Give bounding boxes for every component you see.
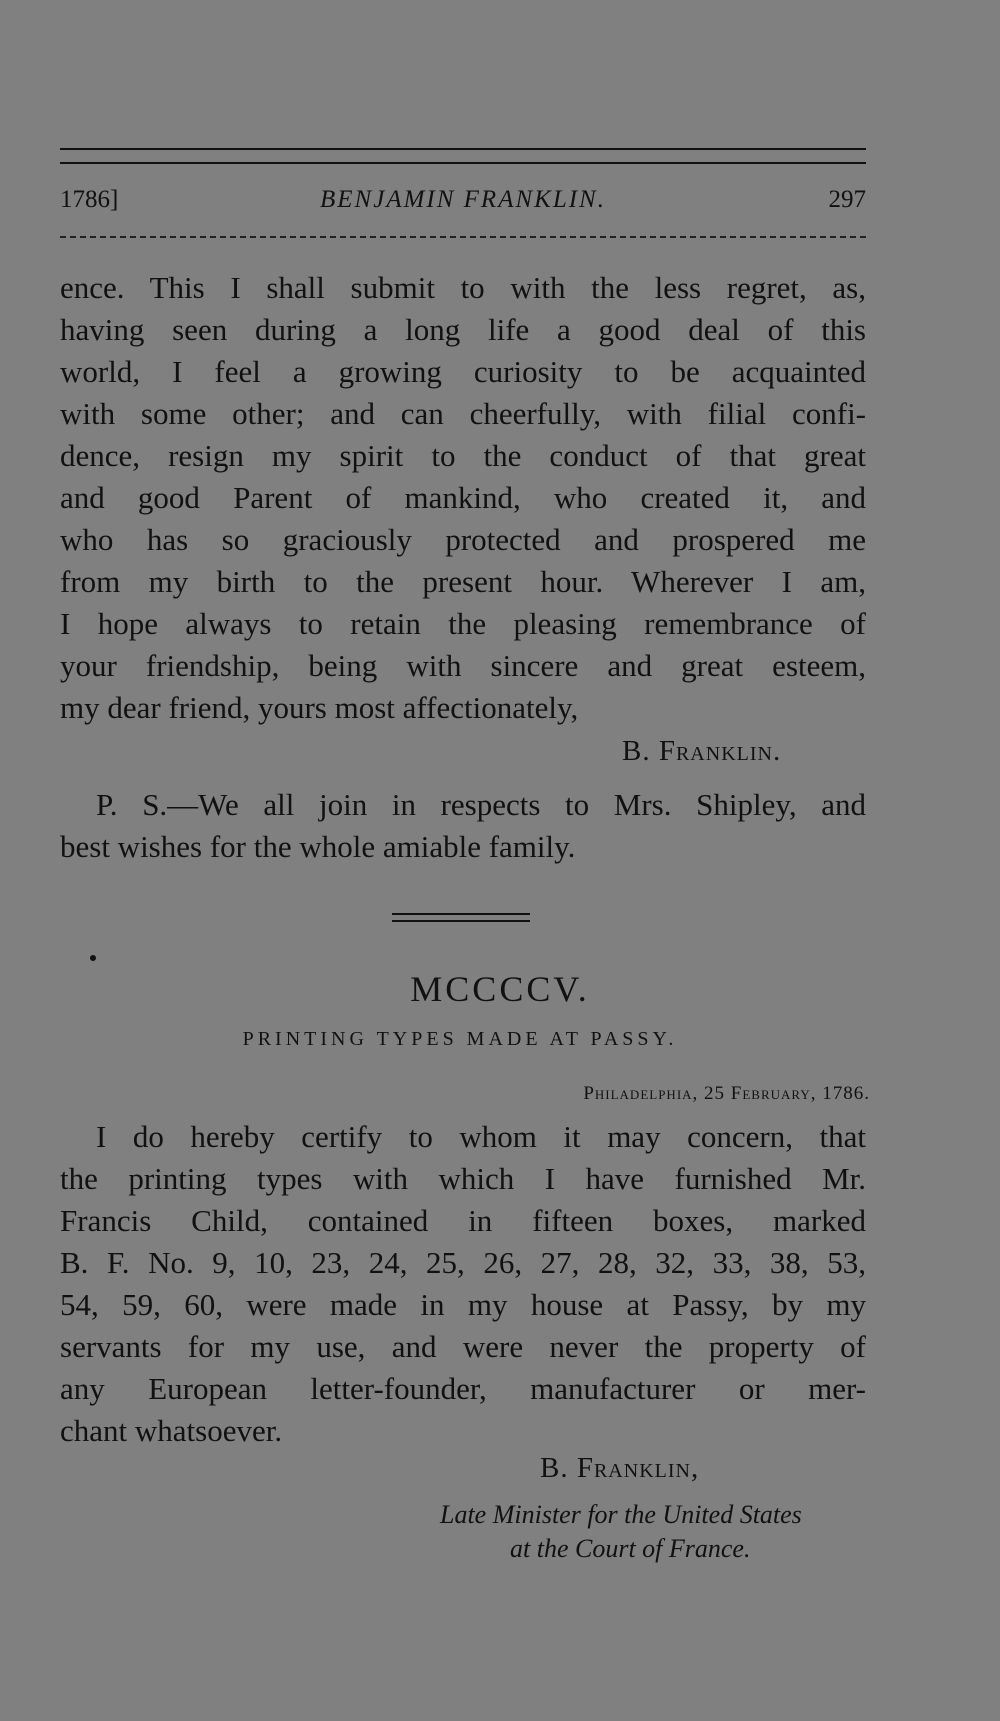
header-rule-top <box>60 148 866 150</box>
letter-line: and good Parent of mankind, who created it, and <box>60 480 866 515</box>
letter-line: ence. This I shall submit to with the less regret, as, <box>60 270 866 305</box>
letter-line: your friendship, being with sincere and great esteem, <box>60 648 866 683</box>
certificate-line: any European letter-founder, manufacturer or mer- <box>60 1371 866 1406</box>
section-divider-rule <box>392 913 530 915</box>
header-rule-dashed <box>60 236 866 238</box>
certificate-line: B. F. No. 9, 10, 23, 24, 25, 26, 27, 28, 32, 33, 38, 53, <box>60 1245 866 1280</box>
certificate-line: servants for my use, and were never the property of <box>60 1329 866 1364</box>
letter-line: with some other; and can cheerfully, with filial confi- <box>60 396 866 431</box>
header-rule-second <box>60 162 866 164</box>
running-header <box>60 186 866 226</box>
header-page-number: 297 <box>828 186 866 213</box>
section-subtitle: PRINTING TYPES MADE AT PASSY. <box>242 1028 678 1050</box>
certificate-line: 54, 59, 60, were made in my house at Passy, by my <box>60 1287 866 1322</box>
header-year: 1786] <box>60 186 119 213</box>
letter-line: world, I feel a growing curiosity to be acquainted <box>60 354 866 389</box>
letter-line: my dear friend, yours most affectionately, <box>60 690 579 725</box>
certificate-line: I do hereby certify to whom it may concern, that <box>96 1119 866 1154</box>
certificate-signature: B. Franklin, <box>540 1452 700 1484</box>
signer-title-line: at the Court of France. <box>510 1534 751 1563</box>
signer-title-line: Late Minister for the United States <box>440 1500 802 1529</box>
certificate-line: chant whatsoever. <box>60 1413 283 1448</box>
postscript-line: P. S.—We all join in respects to Mrs. Shipley, and <box>96 787 866 822</box>
letter-line: I hope always to retain the pleasing remembrance of <box>60 606 866 641</box>
certificate-line: the printing types with which I have furnished Mr. <box>60 1161 866 1196</box>
postscript-line: best wishes for the whole amiable family. <box>60 829 576 864</box>
section-number: MCCCCV. <box>410 969 590 1009</box>
letter-line: who has so graciously protected and prospered me <box>60 522 866 557</box>
dateline: Philadelphia, 25 February, 1786. <box>583 1083 870 1104</box>
certificate-line: Francis Child, contained in fifteen boxes, marked <box>60 1203 866 1238</box>
stray-mark <box>90 955 96 961</box>
letter-line: dence, resign my spirit to the conduct of that great <box>60 438 866 473</box>
section-divider-rule <box>392 920 530 922</box>
letter-signature: B. Franklin. <box>622 735 782 767</box>
header-running-title: BENJAMIN FRANKLIN. <box>320 186 606 213</box>
letter-line: having seen during a long life a good deal of this <box>60 312 866 347</box>
letter-line: from my birth to the present hour. Wherever I am, <box>60 564 866 599</box>
